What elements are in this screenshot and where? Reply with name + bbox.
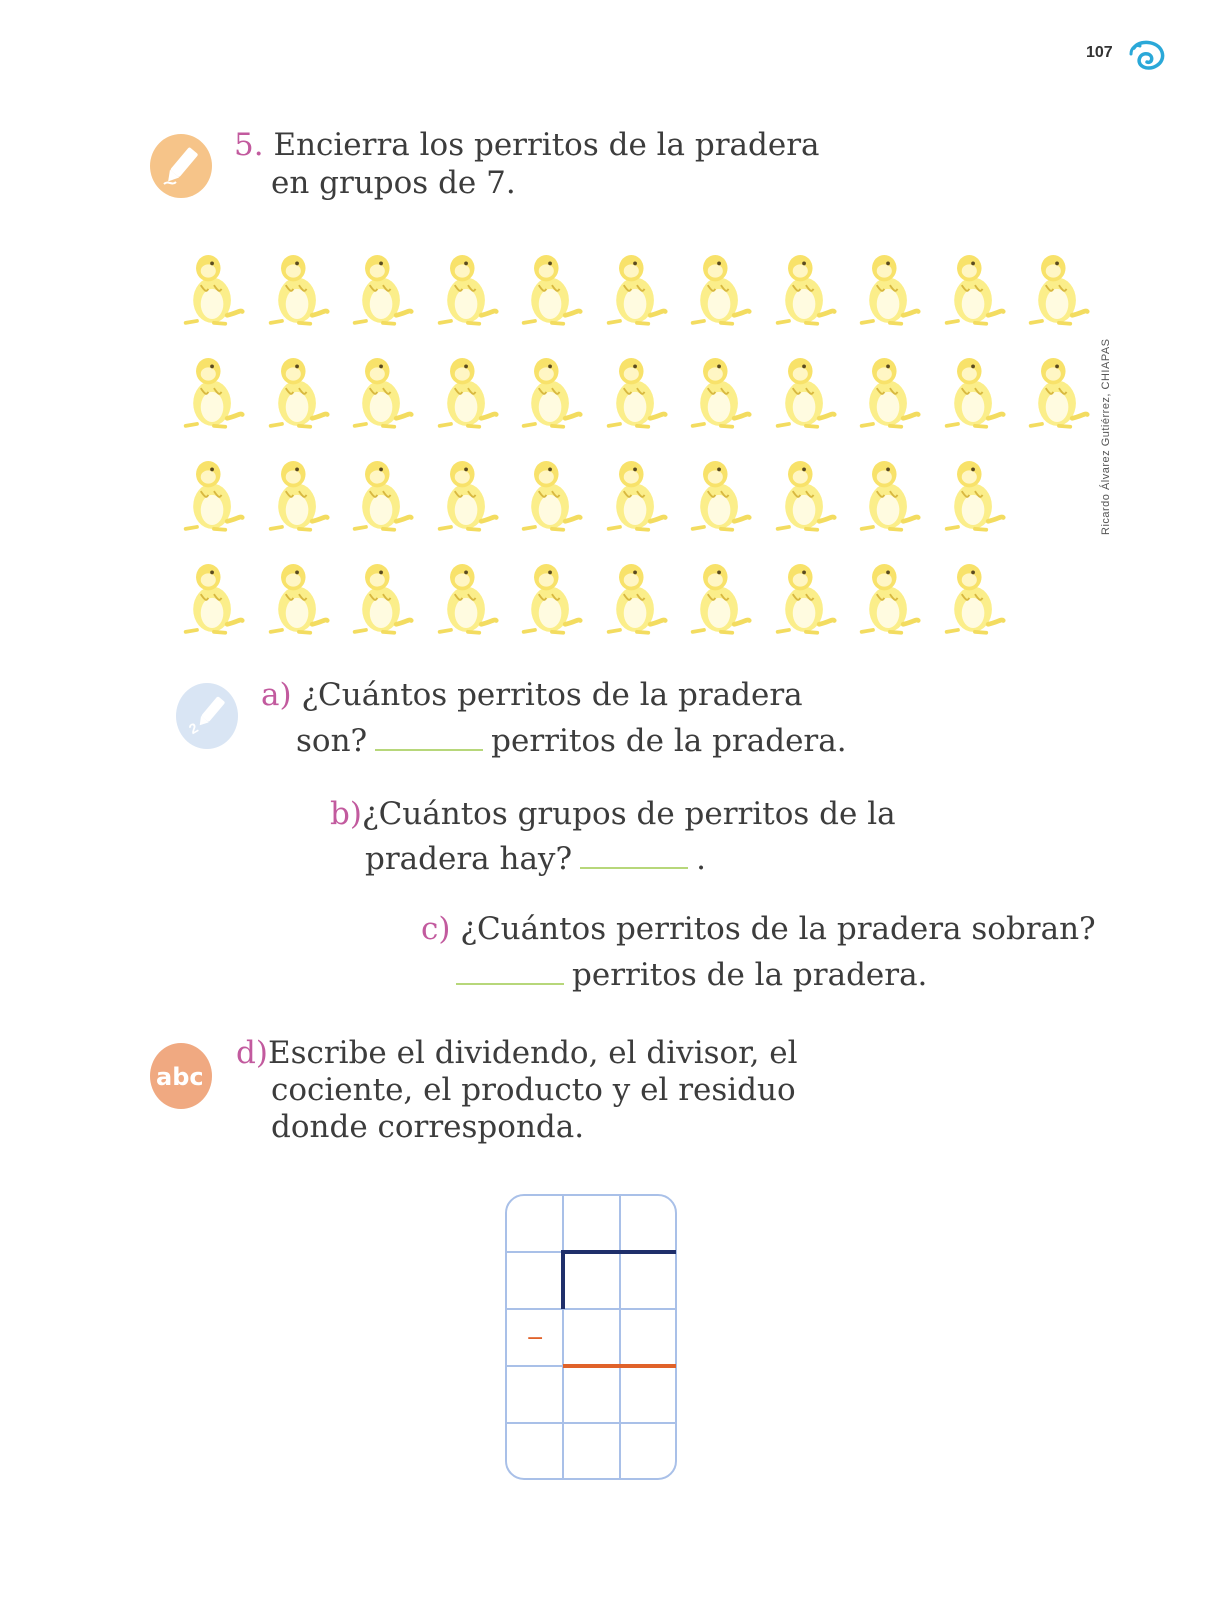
- question-a-suffix: perritos de la pradera.: [491, 723, 847, 759]
- prairie-dog-icon: [1025, 348, 1091, 432]
- question-b-suffix: .: [696, 841, 706, 877]
- prairie-dog-icon: [687, 348, 753, 432]
- prairie-dog-icon: [180, 245, 246, 329]
- prairie-dog-icon: [687, 245, 753, 329]
- prairie-dog-icon: [856, 451, 922, 535]
- prairie-dog-icon: [518, 554, 584, 638]
- prairie-dog-icon: [603, 245, 669, 329]
- prairie-dog-icon: [265, 245, 331, 329]
- prairie-dog-icon: [265, 451, 331, 535]
- prairie-dog-icon: [518, 451, 584, 535]
- page-number: 107: [1086, 44, 1113, 61]
- prairie-dog-icon: [434, 451, 500, 535]
- abc-badge-text: abc: [156, 1063, 204, 1091]
- question-b-line-1: [330, 795, 896, 833]
- prairie-dog-icon: [856, 245, 922, 329]
- question-a-line-2: [296, 722, 847, 760]
- prairie-dog-icon: [434, 245, 500, 329]
- question-b-label: b): [330, 796, 362, 832]
- prairie-dog-icon: [941, 554, 1007, 638]
- question-d-line-3: donde corresponda.: [271, 1109, 585, 1145]
- pencil-badge-icon: [150, 134, 212, 198]
- svg-text:2: 2: [186, 719, 201, 738]
- question-a-label: a): [261, 677, 292, 713]
- question-b-line-2: [365, 840, 706, 878]
- prairie-dog-icon: [349, 554, 415, 638]
- prairie-dog-icon: [772, 554, 838, 638]
- answer-blank-c[interactable]: [456, 979, 564, 985]
- prairie-dog-icon: [518, 348, 584, 432]
- prairie-dog-icon: [687, 451, 753, 535]
- prairie-dog-icon: [772, 451, 838, 535]
- answer-blank-b[interactable]: [580, 863, 688, 869]
- exercise-instruction: [234, 126, 820, 164]
- division-grid[interactable]: [504, 1193, 680, 1483]
- prairie-dog-icon: [180, 348, 246, 432]
- prairie-dog-icon: [265, 554, 331, 638]
- question-c-suffix: perritos de la pradera.: [572, 957, 928, 993]
- question-c-line-2: [448, 956, 927, 994]
- prairie-dog-icon: [941, 451, 1007, 535]
- question-b-text: ¿Cuántos grupos de perritos de la: [361, 796, 896, 832]
- question-b-prefix: pradera hay?: [365, 841, 573, 877]
- prairie-dog-icon: [518, 245, 584, 329]
- prairie-dog-icon: [434, 348, 500, 432]
- minus-sign: −: [526, 1326, 545, 1351]
- answer-blank-a[interactable]: [375, 745, 483, 751]
- prairie-dog-icon: [180, 451, 246, 535]
- image-credit: Ricardo Álvarez Gutiérrez, CHIAPAS: [1100, 338, 1112, 535]
- prairie-dog-icon: [349, 348, 415, 432]
- prairie-dog-icon: [603, 554, 669, 638]
- question-c-label: c): [421, 911, 451, 947]
- instruction-line-1: Encierra los perritos de la pradera: [273, 127, 820, 163]
- prairie-dog-icon: [349, 451, 415, 535]
- prairie-dog-icon: [772, 348, 838, 432]
- question-d-text-1: Escribe el dividendo, el divisor, el: [267, 1035, 798, 1071]
- exercise-number: 5.: [234, 127, 264, 163]
- question-a-line-1: [261, 676, 803, 714]
- prairie-dog-icon: [772, 245, 838, 329]
- pencil-number-badge-icon: [176, 683, 238, 749]
- prairie-dog-icon: [603, 451, 669, 535]
- question-d-line-2: cociente, el producto y el residuo: [271, 1072, 796, 1108]
- prairie-dog-icon: [856, 348, 922, 432]
- abc-badge-icon: [150, 1043, 212, 1109]
- swirl-logo-icon: [1128, 38, 1168, 74]
- prairie-dog-icon: [349, 245, 415, 329]
- prairie-dog-icon: [941, 348, 1007, 432]
- prairie-dog-icon: [856, 554, 922, 638]
- instruction-line-2: en grupos de 7.: [271, 165, 516, 201]
- question-d-line-1: [236, 1034, 798, 1072]
- question-c-line-1: [421, 910, 1096, 948]
- question-a-text: ¿Cuántos perritos de la pradera: [301, 677, 803, 713]
- prairie-dog-icon: [265, 348, 331, 432]
- prairie-dog-icon: [687, 554, 753, 638]
- prairie-dog-icon: [180, 554, 246, 638]
- prairie-dog-icon: [1025, 245, 1091, 329]
- prairie-dog-icon: [941, 245, 1007, 329]
- prairie-dog-icon: [603, 348, 669, 432]
- question-c-text: ¿Cuántos perritos de la pradera sobran?: [460, 911, 1096, 947]
- question-d-label: d): [236, 1035, 268, 1071]
- question-a-prefix: son?: [296, 723, 368, 759]
- prairie-dog-icon: [434, 554, 500, 638]
